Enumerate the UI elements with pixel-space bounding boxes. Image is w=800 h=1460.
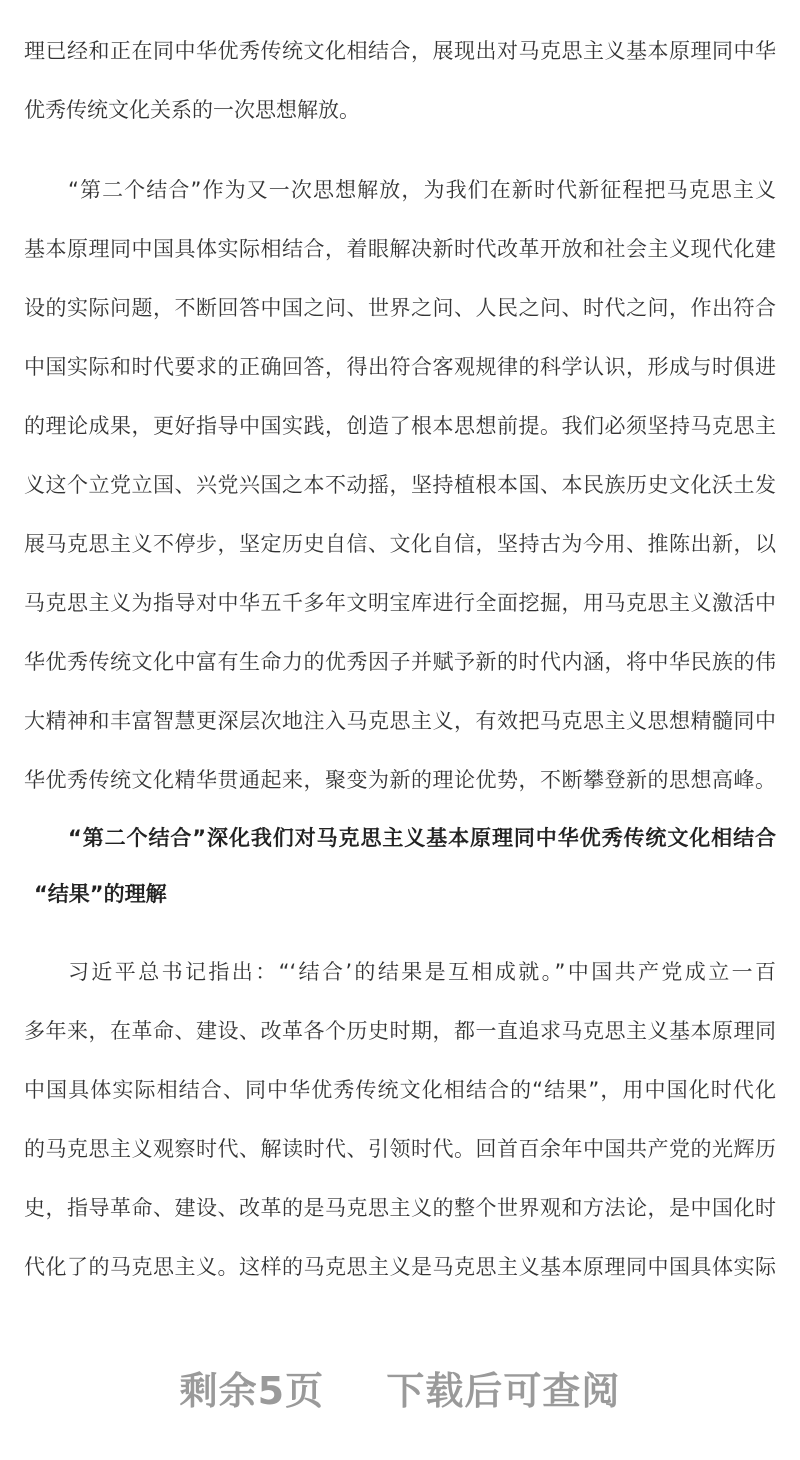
text-line: 中国具体实际相结合、同中华优秀传统文化相结合的“结果”，用中国化时代化: [24, 1078, 776, 1102]
text-line: 史，指导革命、建设、改革的是马克思主义的整个世界观和方法论，是中国化时: [24, 1196, 776, 1220]
paragraph-1: [24, 22, 776, 140]
text-line: 习近平总书记指出：“‘结合’的结果是互相成就。”中国共产党成立一百: [68, 960, 776, 984]
text-line: “第二个结合”作为又一次思想解放，为我们在新时代新征程把马克思主义: [68, 178, 776, 202]
section-heading: [24, 810, 776, 922]
document-body: [24, 22, 776, 1297]
heading-line: “第二个结合”深化我们对马克思主义基本原理同中华优秀传统文化相结合: [68, 826, 776, 850]
download-prompt[interactable]: [0, 1360, 800, 1415]
text-line: 设的实际问题，不断回答中国之问、世界之问、人民之问、时代之问，作出符合: [24, 296, 776, 320]
text-line: 优秀传统文化关系的一次思想解放。: [24, 98, 360, 122]
text-line: 展马克思主义不停步，坚定历史自信、文化自信，坚持古为今用、推陈出新，以: [24, 532, 776, 556]
remaining-pages-label: 剩余5页: [179, 1369, 325, 1413]
text-line: 义这个立党立国、兴党兴国之本不动摇，坚持植根本国、本民族历史文化沃土发: [24, 473, 776, 497]
text-line: 马克思主义为指导对中华五千多年文明宝库进行全面挖掘，用马克思主义激活中: [24, 591, 776, 615]
paragraph-2: [24, 161, 776, 810]
text-line: 多年来，在革命、建设、改革各个历史时期，都一直追求马克思主义基本原理同: [24, 1019, 776, 1043]
text-line: 的马克思主义观察时代、解读时代、引领时代。回首百余年中国共产党的光辉历: [24, 1137, 776, 1161]
text-line: 华优秀传统文化中富有生命力的优秀因子并赋予新的时代内涵，将中华民族的伟: [24, 650, 776, 674]
text-line: 大精神和丰富智慧更深层次地注入马克思主义，有效把马克思主义思想精髓同中: [24, 709, 776, 733]
text-line: 的理论成果，更好指导中国实践，创造了根本思想前提。我们必须坚持马克思主: [24, 414, 776, 438]
text-line: 华优秀传统文化精华贯通起来，聚变为新的理论优势，不断攀登新的思想高峰。: [24, 768, 776, 792]
text-line: 基本原理同中国具体实际相结合，着眼解决新时代改革开放和社会主义现代化建: [24, 237, 776, 261]
paragraph-3: [24, 943, 776, 1297]
heading-line: “结果”的理解: [34, 882, 167, 906]
download-to-view-label[interactable]: 下载后可查阅: [386, 1369, 621, 1413]
text-line: 理已经和正在同中华优秀传统文化相结合，展现出对马克思主义基本原理同中华: [24, 39, 776, 63]
text-line: 中国实际和时代要求的正确回答，得出符合客观规律的科学认识，形成与时俱进: [24, 355, 776, 379]
text-line: 代化了的马克思主义。这样的马克思主义是马克思主义基本原理同中国具体实际: [24, 1255, 776, 1279]
